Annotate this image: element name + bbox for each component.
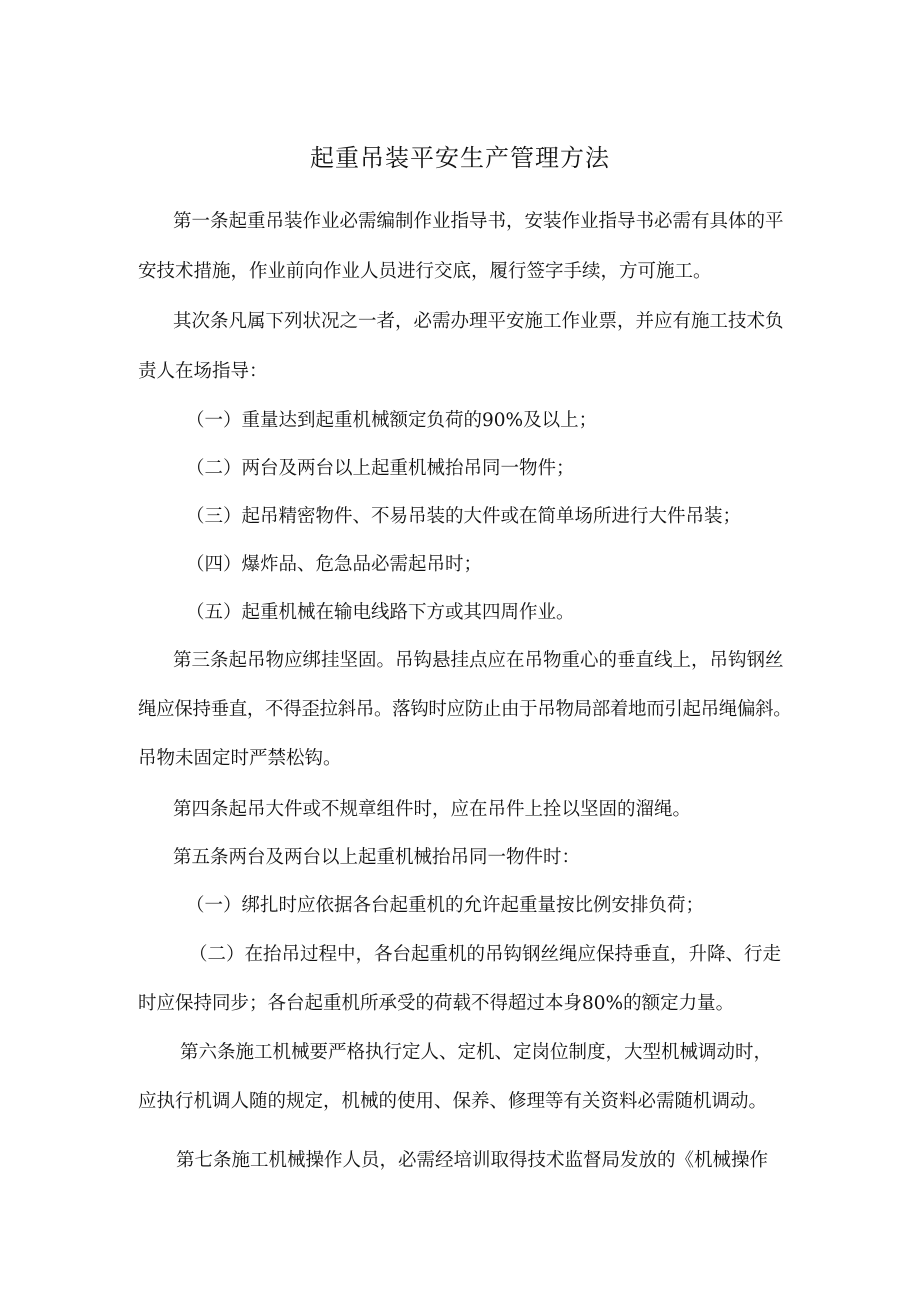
text-line: （二）在抬吊过程中，各台起重机的吊钩钢丝绳应保持垂直，升降、行走 [189,944,782,965]
text-line: 其次条凡属下列状况之一者，必需办理平安施工作业票，并应有施工技术负 [173,311,784,332]
text-line: （四）爆炸品、危急品必需起吊时； [186,554,483,575]
text-line: 第七条施工机械操作人员，必需经培训取得技术监督局发放的《机械操作 [176,1150,769,1171]
text-line: （五）起重机械在输电线路下方或其四周作业。 [186,602,575,623]
text-line: 绳应保持垂直，不得歪拉斜吊。落钩时应防止由于吊物局部着地而引起吊绳偏斜。 [138,699,792,720]
text-line: 第一条起重吊装作业必需编制作业指导书，安装作业指导书必需有具体的平 [173,211,784,232]
text-line: （一）绑扎时应依据各台起重机的允许起重量按比例安排负荷； [186,895,705,916]
text-line: 吊物未固定时严禁松钩。 [138,748,342,769]
text-line: （一）重量达到起重机械额定负荷的90%及以上； [186,410,598,431]
text-line: 第三条起吊物应绑挂坚固。吊钩悬挂点应在吊物重心的垂直线上，吊钩钢丝 [173,650,784,671]
text-line: 第六条施工机械要严格执行定人、定机、定岗位制度，大型机械调动时， [180,1042,773,1063]
text-line: （三）起吊精密物件、不易吊装的大件或在简单场所进行大件吊装； [186,506,742,527]
text-line: 责人在场指导： [138,361,268,382]
text-line: 应执行机调人随的规定，机械的使用、保养、修理等有关资料必需随机调动。 [138,1091,768,1112]
text-line: （二）两台及两台以上起重机械抬吊同一物件； [186,458,575,479]
text-line: 第四条起吊大件或不规章组件时，应在吊件上拴以坚固的溜绳。 [173,799,692,820]
document-title: 起重吊装平安生产管理方法 [310,144,610,172]
text-line: 时应保持同步；各台起重机所承受的荷载不得超过本身80%的额定力量。 [138,993,735,1014]
text-line: 第五条两台及两台以上起重机械抬吊同一物件时： [173,847,581,868]
text-line: 安技术措施，作业前向作业人员进行交底，履行签字手续，方可施工。 [138,261,712,282]
